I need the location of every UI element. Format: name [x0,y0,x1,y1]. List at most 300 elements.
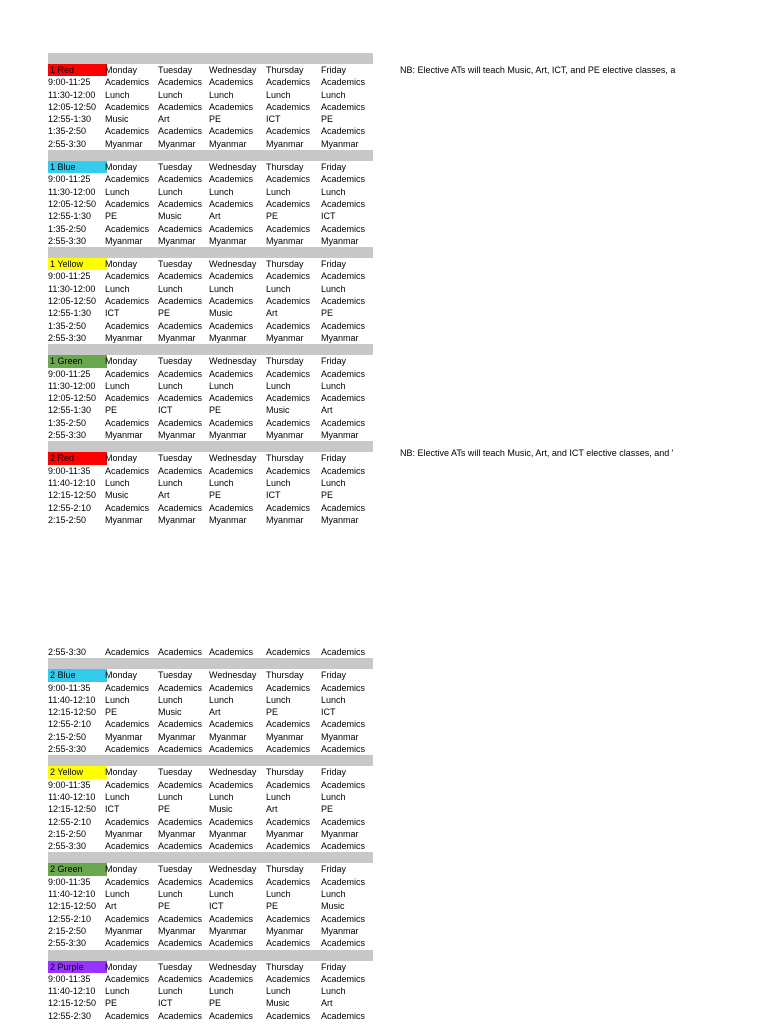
subject-cell: Lunch [209,889,234,900]
subject-cell: Myanmar [209,514,247,525]
table-row [48,706,373,718]
subject-cell: Academics [266,502,311,513]
subject-cell: Academics [266,1010,311,1021]
day-label: Monday [105,356,138,367]
subject-cell: Lunch [158,889,183,900]
time-cell: 12:15-12:50 [48,804,97,815]
subject-cell: Lunch [209,477,234,488]
subject-cell: Academics [266,417,311,428]
separator-bar [48,53,373,64]
subject-cell: Academics [266,744,311,755]
subject-cell: Myanmar [209,828,247,839]
subject-cell: Myanmar [321,514,359,525]
header-row [48,863,373,875]
subject-cell: Lunch [266,380,291,391]
separator-bar [48,247,373,258]
table-row [48,1010,373,1022]
time-cell: 2:15-2:50 [48,514,87,525]
time-cell: 12:55-2:10 [48,502,92,513]
subject-cell: Academics [209,223,254,234]
table-row [48,694,373,706]
time-cell: 9:00-11:35 [48,779,91,790]
header-row [48,161,373,173]
subject-cell: Academics [209,271,254,282]
subject-cell: Myanmar [266,332,304,343]
subject-cell: Art [266,308,278,319]
subject-cell: Academics [321,502,366,513]
subject-cell: Academics [105,719,150,730]
subject-cell: Lunch [321,186,346,197]
subject-cell: Academics [209,77,254,88]
time-cell: 9:00-11:25 [48,368,91,379]
subject-cell: Lunch [209,89,234,100]
subject-cell: Myanmar [209,138,247,149]
subject-cell: Academics [321,198,366,209]
subject-cell: Academics [266,393,311,404]
subject-cell: Academics [209,502,254,513]
day-label: Tuesday [158,961,193,972]
subject-cell: Music [105,114,129,125]
day-label: Wednesday [209,864,257,875]
subject-cell: Academics [158,938,203,949]
table-row [48,392,373,404]
subject-cell: Art [158,114,170,125]
class-label: 2 Blue [48,669,107,681]
subject-cell: Academics [105,417,150,428]
subject-cell: Myanmar [158,731,196,742]
day-label: Thursday [266,864,304,875]
subject-cell: Academics [321,1010,366,1021]
subject-cell: Academics [105,973,150,984]
subject-cell: Academics [158,101,203,112]
separator-bar [48,344,373,355]
table-row [48,828,373,840]
subject-cell: Academics [158,973,203,984]
subject-cell: Academics [158,271,203,282]
header-row [48,452,373,464]
subject-cell: Lunch [321,889,346,900]
subject-cell: Art [158,490,170,501]
time-cell: 12:15-12:50 [48,707,97,718]
subject-cell: ICT [158,998,173,1009]
table-row [48,718,373,730]
subject-cell: Academics [321,223,366,234]
time-cell: 12:15-12:50 [48,998,97,1009]
day-label: Thursday [266,356,304,367]
time-cell: 11:30-12:00 [48,283,96,294]
subject-cell: Myanmar [209,731,247,742]
subject-cell: Academics [105,320,150,331]
day-label: Friday [321,162,347,173]
subject-cell: Academics [158,368,203,379]
day-label: Wednesday [209,65,257,75]
subject-cell: PE [321,490,334,501]
subject-cell: Lunch [209,791,234,802]
time-cell: 9:00-11:35 [48,973,91,984]
table-row [48,404,373,416]
subject-cell: Academics [266,77,311,88]
subject-cell: Music [158,707,182,718]
day-label: Wednesday [209,961,257,972]
subject-cell: Lunch [158,380,183,391]
table-row [48,888,373,900]
subject-cell: Lunch [266,986,291,997]
table-row [48,417,373,429]
day-label: Tuesday [158,670,193,681]
day-label: Tuesday [158,259,193,270]
subject-cell: Academics [209,779,254,790]
subject-cell: Lunch [158,477,183,488]
subject-cell: Academics [321,779,366,790]
subject-cell: PE [209,998,222,1009]
subject-cell: Academics [321,174,366,185]
subject-cell: Lunch [105,380,130,391]
subject-cell: Academics [105,368,150,379]
subject-cell: Myanmar [321,925,359,936]
time-cell: 11:40-12:10 [48,477,96,488]
subject-cell: Academics [266,779,311,790]
subject-cell: Academics [105,744,150,755]
subject-cell: Academics [209,174,254,185]
subject-cell: Academics [321,368,366,379]
subject-cell: PE [158,804,171,815]
table-row [48,816,373,828]
day-label: Monday [105,864,138,875]
subject-cell: Lunch [105,791,130,802]
subject-cell: Academics [209,973,254,984]
subject-cell: Academics [209,296,254,307]
table-row [48,283,373,295]
class-label: 1 Yellow [48,258,107,270]
subject-cell: Academics [321,744,366,755]
subject-cell: Academics [321,296,366,307]
subject-cell: Academics [105,126,150,137]
subject-cell: Academics [209,647,254,657]
subject-cell: Myanmar [321,235,359,246]
day-label: Tuesday [158,65,193,75]
subject-cell: Academics [158,744,203,755]
day-label: Wednesday [209,162,257,173]
subject-cell: Myanmar [266,828,304,839]
subject-cell: Myanmar [266,514,304,525]
table-row [48,803,373,815]
table-row [48,731,373,743]
table-row [48,489,373,501]
header-row [48,961,373,973]
table-row [48,973,373,985]
time-cell: 2:55-3:30 [48,744,87,755]
table-row [48,876,373,888]
header-row [48,669,373,681]
day-label: Tuesday [158,356,193,367]
day-label: Wednesday [209,453,257,464]
separator-bar [48,950,373,961]
subject-cell: Academics [158,719,203,730]
subject-cell: Art [105,901,117,912]
subject-cell: Academics [209,368,254,379]
table-row [48,900,373,912]
separator-bar [48,441,373,452]
subject-cell: Lunch [321,477,346,488]
subject-cell: PE [266,707,279,718]
day-label: Tuesday [158,453,193,464]
table-row [48,307,373,319]
subject-cell: Lunch [266,889,291,900]
class-label: 1 Blue [48,161,107,173]
subject-cell: Myanmar [266,925,304,936]
subject-cell: Myanmar [158,925,196,936]
time-cell: 2:55-3:30 [48,332,87,343]
time-cell: 9:00-11:35 [48,682,91,693]
subject-cell: Music [105,490,129,501]
subject-cell: PE [209,114,222,125]
header-row [48,355,373,367]
subject-cell: Academics [209,913,254,924]
subject-cell: Lunch [321,791,346,802]
subject-cell: Music [158,211,182,222]
subject-cell: Academics [266,682,311,693]
subject-cell: Academics [266,223,311,234]
subject-cell: Myanmar [266,235,304,246]
table-row [48,937,373,949]
subject-cell: Myanmar [321,430,359,441]
time-cell: 9:00-11:25 [48,271,91,282]
table-row [48,368,373,380]
time-cell: 12:05-12:50 [48,296,97,307]
day-label: Friday [321,65,347,75]
subject-cell: Academics [158,198,203,209]
subject-cell: Myanmar [321,828,359,839]
subject-cell: Academics [158,417,203,428]
time-cell: 2:55-3:30 [48,235,87,246]
subject-cell: Academics [266,465,311,476]
subject-cell: Myanmar [158,828,196,839]
subject-cell: Academics [209,682,254,693]
subject-cell: Lunch [105,477,130,488]
time-cell: 12:55-2:10 [48,816,92,827]
subject-cell: ICT [105,804,120,815]
subject-cell: PE [105,405,118,416]
subject-cell: Music [321,901,345,912]
separator-bar [48,852,373,863]
day-label: Monday [105,961,138,972]
subject-cell: Lunch [105,283,130,294]
subject-cell: Myanmar [321,138,359,149]
time-cell: 9:00-11:35 [48,465,91,476]
subject-cell: Academics [266,126,311,137]
subject-cell: Myanmar [321,332,359,343]
table-row [48,514,373,526]
table-row [48,380,373,392]
subject-cell: Art [321,998,333,1009]
separator-bar [48,658,373,669]
subject-cell: Lunch [321,89,346,100]
subject-cell: Academics [321,417,366,428]
subject-cell: Academics [266,719,311,730]
subject-cell: Academics [266,101,311,112]
subject-cell: Lunch [266,791,291,802]
subject-cell: Academics [209,465,254,476]
subject-cell: Academics [266,913,311,924]
subject-cell: Myanmar [209,235,247,246]
subject-cell: Academics [266,647,311,657]
subject-cell: Academics [266,174,311,185]
subject-cell: Academics [321,816,366,827]
class-label: 1 Red [48,64,107,76]
time-cell: 11:30-12:00 [48,186,96,197]
subject-cell: Academics [321,913,366,924]
time-cell: 9:00-11:25 [48,77,91,88]
subject-cell: Music [209,308,233,319]
subject-cell: PE [321,114,334,125]
time-cell: 12:55-2:10 [48,719,92,730]
subject-cell: Academics [105,647,150,657]
subject-cell: Art [266,804,278,815]
subject-cell: Academics [105,913,150,924]
time-cell: 12:15-12:50 [48,901,97,912]
day-label: Thursday [266,162,304,173]
subject-cell: Myanmar [105,828,143,839]
subject-cell: Lunch [209,283,234,294]
time-cell: 2:55-3:30 [48,841,87,852]
table-row [48,429,373,441]
table-row [48,502,373,514]
subject-cell: Lunch [158,791,183,802]
subject-cell: Myanmar [209,332,247,343]
day-label: Monday [105,767,138,778]
day-label: Thursday [266,453,304,464]
elective-note: NB: Elective ATs will teach Music, Art, and ICT elective classes, and ' [400,448,674,458]
time-cell: 2:15-2:50 [48,925,87,936]
subject-cell: Lunch [266,694,291,705]
table-row [48,682,373,694]
day-label: Tuesday [158,864,193,875]
table-row [48,89,373,101]
subject-cell: Academics [105,393,150,404]
header-row [48,64,373,76]
subject-cell: Academics [209,198,254,209]
day-label: Friday [321,356,347,367]
day-label: Monday [105,453,138,464]
subject-cell: Myanmar [158,235,196,246]
subject-cell: Academics [321,719,366,730]
timetable-page-2 [48,646,373,1022]
day-label: Thursday [266,961,304,972]
subject-cell: Lunch [158,283,183,294]
time-cell: 12:55-1:30 [48,405,92,416]
subject-cell: Academics [321,101,366,112]
subject-cell: Lunch [105,89,130,100]
subject-cell: Art [209,211,221,222]
subject-cell: Academics [158,779,203,790]
table-row [48,101,373,113]
table-row [48,76,373,88]
subject-cell: Myanmar [266,430,304,441]
table-row [48,125,373,137]
table-row [48,235,373,247]
time-cell: 11:30-12:00 [48,89,96,100]
subject-cell: Academics [105,174,150,185]
day-label: Thursday [266,767,304,778]
subject-cell: Myanmar [158,430,196,441]
subject-cell: Academics [266,296,311,307]
class-label: 1 Green [48,355,107,367]
day-label: Friday [321,767,347,778]
subject-cell: PE [266,211,279,222]
subject-cell: Academics [266,876,311,887]
time-cell: 12:05-12:50 [48,198,97,209]
subject-cell: Academics [321,77,366,88]
subject-cell: Academics [105,101,150,112]
class-label: 2 Yellow [48,766,107,778]
subject-cell: Academics [105,502,150,513]
subject-cell: Lunch [321,283,346,294]
time-cell: 1:35-2:50 [48,320,87,331]
subject-cell: Academics [105,271,150,282]
day-label: Monday [105,670,138,681]
subject-cell: ICT [105,308,120,319]
subject-cell: Academics [321,973,366,984]
subject-cell: Myanmar [158,332,196,343]
subject-cell: Academics [105,465,150,476]
subject-cell: Lunch [209,380,234,391]
day-label: Friday [321,864,347,875]
subject-cell: PE [209,490,222,501]
time-cell: 1:35-2:50 [48,417,87,428]
day-label: Tuesday [158,162,193,173]
subject-cell: Academics [321,876,366,887]
subject-cell: Lunch [321,694,346,705]
day-label: Friday [321,670,347,681]
subject-cell: Art [209,707,221,718]
header-row [48,766,373,778]
day-label: Friday [321,961,347,972]
subject-cell: Myanmar [321,731,359,742]
subject-cell: Academics [158,876,203,887]
subject-cell: Academics [105,876,150,887]
subject-cell: Academics [158,465,203,476]
subject-cell: Myanmar [105,925,143,936]
day-label: Wednesday [209,259,257,270]
subject-cell: PE [266,901,279,912]
table-row [48,997,373,1009]
subject-cell: Lunch [158,89,183,100]
subject-cell: Academics [158,913,203,924]
class-label: 2 Green [48,863,107,875]
subject-cell: Academics [209,101,254,112]
subject-cell: Myanmar [105,332,143,343]
table-row [48,925,373,937]
subject-cell: Myanmar [209,430,247,441]
time-cell: 12:55-1:30 [48,211,92,222]
subject-cell: Academics [158,223,203,234]
subject-cell: Academics [158,1010,203,1021]
subject-cell: Academics [266,841,311,852]
subject-cell: Lunch [209,694,234,705]
time-cell: 2:55-3:30 [48,138,87,149]
subject-cell: Academics [105,77,150,88]
subject-cell: Lunch [105,986,130,997]
subject-cell: Lunch [105,889,130,900]
subject-cell: Academics [266,320,311,331]
separator-bar [48,150,373,161]
subject-cell: Myanmar [209,925,247,936]
subject-cell: Myanmar [158,138,196,149]
time-cell: 12:15-12:50 [48,490,97,501]
subject-cell: Music [266,998,290,1009]
table-row [48,646,373,658]
time-cell: 1:35-2:50 [48,126,87,137]
